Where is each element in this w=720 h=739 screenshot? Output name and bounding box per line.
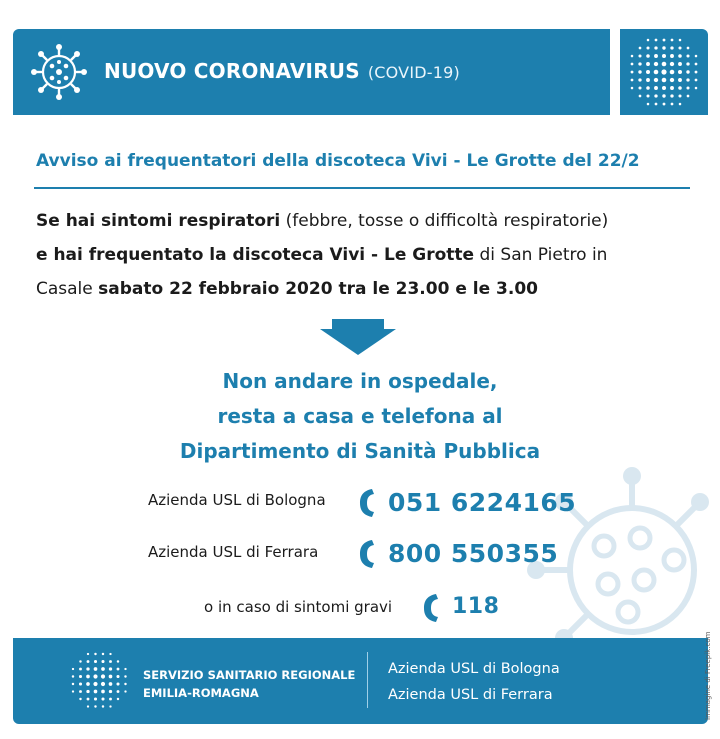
- logo-dot: [662, 46, 665, 49]
- footer-org-line2: EMILIA-ROMAGNA: [143, 686, 259, 700]
- logo-dot: [663, 103, 666, 106]
- logo-dot: [116, 682, 119, 685]
- header-title: [104, 59, 460, 83]
- logo-dot: [646, 70, 650, 74]
- call-to-action: [160, 364, 560, 469]
- logo-dot: [109, 698, 112, 701]
- logo-dot: [678, 94, 681, 97]
- logo-dot: [109, 682, 113, 686]
- logo-dot: [72, 675, 74, 677]
- logo-dot: [116, 675, 119, 678]
- divider: [34, 187, 690, 189]
- virus-icon: [31, 44, 87, 100]
- logo-dot: [87, 653, 89, 655]
- logo-dot: [101, 690, 105, 694]
- logo-dot: [638, 54, 641, 57]
- logo-dot: [647, 103, 650, 106]
- logo-dot: [679, 39, 682, 42]
- logo-dot: [662, 94, 665, 97]
- notice-body: [36, 204, 696, 306]
- phone-icon: [420, 592, 442, 624]
- logo-dot: [678, 46, 681, 49]
- logo-dot: [695, 63, 698, 66]
- logo-dot: [662, 54, 666, 58]
- logo-dot: [695, 87, 698, 90]
- region-dots-logo: [620, 29, 708, 115]
- footer-org-line1: SERVIZIO SANITARIO REGIONALE: [143, 668, 356, 682]
- logo-dot: [93, 682, 97, 686]
- logo-dot: [687, 95, 690, 98]
- logo-dot: [654, 54, 658, 58]
- logo-dot: [638, 78, 641, 81]
- logo-dot: [101, 674, 105, 678]
- logo-dot: [102, 653, 104, 655]
- logo-dot: [678, 54, 682, 58]
- logo-dot: [671, 103, 674, 106]
- logo-dot: [686, 86, 689, 89]
- logo-dot: [101, 682, 105, 686]
- logo-dot: [655, 39, 658, 42]
- logo-dot: [86, 667, 89, 670]
- phone-number-ferrara[interactable]: 800 550355: [388, 539, 559, 568]
- logo-dot: [686, 78, 689, 81]
- logo-dot: [94, 690, 98, 694]
- body-line3-rest: Casale: [36, 279, 99, 299]
- logo-dot: [670, 46, 673, 49]
- logo-dot: [670, 78, 674, 82]
- arrow-down-icon: [318, 317, 398, 357]
- cta-line3: Dipartimento di Sanità Pubblica: [179, 439, 541, 463]
- logo-dot: [646, 94, 649, 97]
- logo-dot: [646, 54, 650, 58]
- footer-list: [388, 656, 560, 708]
- footer-divider: [367, 652, 368, 708]
- logo-dot: [654, 78, 658, 82]
- logo-dot: [87, 698, 90, 701]
- phone-number-emergency[interactable]: 118: [452, 594, 500, 619]
- logo-dot: [87, 705, 89, 707]
- logo-dot: [654, 94, 657, 97]
- logo-dot: [695, 55, 698, 58]
- logo-dot: [670, 54, 674, 58]
- logo-dot: [93, 674, 97, 678]
- logo-dot: [94, 660, 97, 663]
- logo-dot: [695, 79, 698, 82]
- logo-dot: [79, 675, 82, 678]
- phone-number-bologna[interactable]: 051 6224165: [388, 488, 577, 517]
- logo-dot: [654, 70, 659, 75]
- footer-list-item: Azienda USL di Ferrara: [388, 687, 553, 703]
- contact-label-emergency: o in caso di sintomi gravi: [204, 598, 393, 616]
- logo-dot: [678, 78, 682, 82]
- logo-dot: [654, 86, 658, 90]
- logo-dot: [101, 660, 104, 663]
- logo-dot: [86, 690, 89, 693]
- logo-dot: [109, 653, 111, 655]
- logo-dot: [686, 62, 689, 65]
- logo-dot: [631, 55, 634, 58]
- logo-dot: [117, 668, 120, 671]
- logo-dot: [638, 70, 641, 73]
- logo-dot: [117, 698, 119, 700]
- header-title-main: NUOVO CORONAVIRUS: [104, 59, 360, 83]
- logo-dot: [670, 94, 673, 97]
- logo-dot: [646, 86, 650, 90]
- logo-dot: [102, 705, 104, 707]
- logo-dot: [72, 683, 74, 685]
- logo-dot: [631, 63, 634, 66]
- logo-dot: [695, 71, 698, 74]
- logo-dot: [72, 668, 74, 670]
- body-line3-bold: sabato 22 febbraio 2020 tra le 23.00 e le 3.00: [98, 279, 538, 299]
- logo-dot: [670, 62, 674, 66]
- logo-dot: [79, 668, 82, 671]
- logo-dot: [662, 62, 667, 67]
- logo-dot: [109, 675, 113, 679]
- logo-dot: [72, 690, 74, 692]
- phone-icon: [356, 487, 378, 519]
- region-dots-logo: [69, 650, 131, 712]
- logo-dot: [638, 86, 641, 89]
- logo-dot: [686, 70, 689, 73]
- header-subtitle: (COVID-19): [367, 63, 460, 82]
- header-logo-square: [620, 29, 708, 115]
- logo-dot: [647, 39, 650, 42]
- cta-line1: Non andare in ospedale,: [222, 369, 498, 393]
- logo-dot: [686, 54, 689, 57]
- body-line2-bold: e hai frequentato la discoteca Vivi - Le Grotte: [36, 245, 475, 265]
- logo-dot: [670, 70, 675, 75]
- logo-dot: [671, 39, 674, 42]
- logo-dot: [124, 668, 126, 670]
- logo-dot: [124, 675, 126, 677]
- logo-dot: [663, 39, 666, 42]
- logo-dot: [678, 86, 682, 90]
- logo-dot: [639, 95, 642, 98]
- logo-dot: [631, 79, 634, 82]
- logo-dot: [654, 46, 657, 49]
- logo-dot: [109, 667, 112, 670]
- logo-dot: [101, 667, 105, 671]
- logo-dot: [638, 62, 641, 65]
- logo-dot: [117, 690, 120, 693]
- logo-dot: [662, 86, 666, 90]
- body-line1-rest: (febbre, tosse o difficoltà respiratorie): [280, 211, 609, 231]
- image-credit: Immagine di Freepik.com: [704, 631, 712, 720]
- logo-dot: [639, 47, 642, 50]
- logo-dot: [79, 682, 82, 685]
- logo-dot: [109, 660, 112, 663]
- body-line2-rest: di San Pietro in: [474, 245, 608, 265]
- cta-line2: resta a casa e telefona al: [217, 404, 503, 428]
- logo-dot: [679, 103, 682, 106]
- logo-dot: [94, 653, 96, 655]
- logo-dot: [646, 78, 650, 82]
- logo-dot: [124, 683, 126, 685]
- logo-dot: [86, 675, 90, 679]
- logo-dot: [109, 705, 111, 707]
- logo-dot: [654, 62, 658, 66]
- logo-dot: [124, 690, 126, 692]
- logo-dot: [678, 62, 682, 66]
- logo-dot: [655, 103, 658, 106]
- body-line1-bold: Se hai sintomi respiratori: [36, 211, 281, 231]
- logo-dot: [79, 690, 82, 693]
- notice-title: Avviso ai frequentatori della discoteca Vivi - Le Grotte del 22/2: [36, 151, 640, 171]
- logo-dot: [79, 698, 81, 700]
- logo-dot: [94, 697, 97, 700]
- logo-dot: [94, 705, 96, 707]
- contact-label-bologna: Azienda USL di Bologna: [148, 491, 326, 509]
- logo-dot: [662, 78, 667, 83]
- logo-dot: [101, 697, 104, 700]
- logo-dot: [631, 71, 634, 74]
- logo-dot: [646, 46, 649, 49]
- logo-dot: [661, 69, 666, 74]
- logo-dot: [109, 690, 112, 693]
- logo-dot: [94, 667, 98, 671]
- logo-dot: [687, 47, 690, 50]
- logo-dot: [678, 70, 682, 74]
- logo-dot: [670, 86, 674, 90]
- footer-list-item: Azienda USL di Bologna: [388, 661, 560, 677]
- phone-icon: [356, 538, 378, 570]
- logo-dot: [79, 660, 81, 662]
- footer-org: [143, 666, 355, 702]
- logo-dot: [646, 62, 650, 66]
- logo-dot: [87, 660, 90, 663]
- logo-dot: [631, 87, 634, 90]
- logo-dot: [117, 660, 119, 662]
- logo-dot: [86, 682, 90, 686]
- contact-label-ferrara: Azienda USL di Ferrara: [148, 543, 319, 561]
